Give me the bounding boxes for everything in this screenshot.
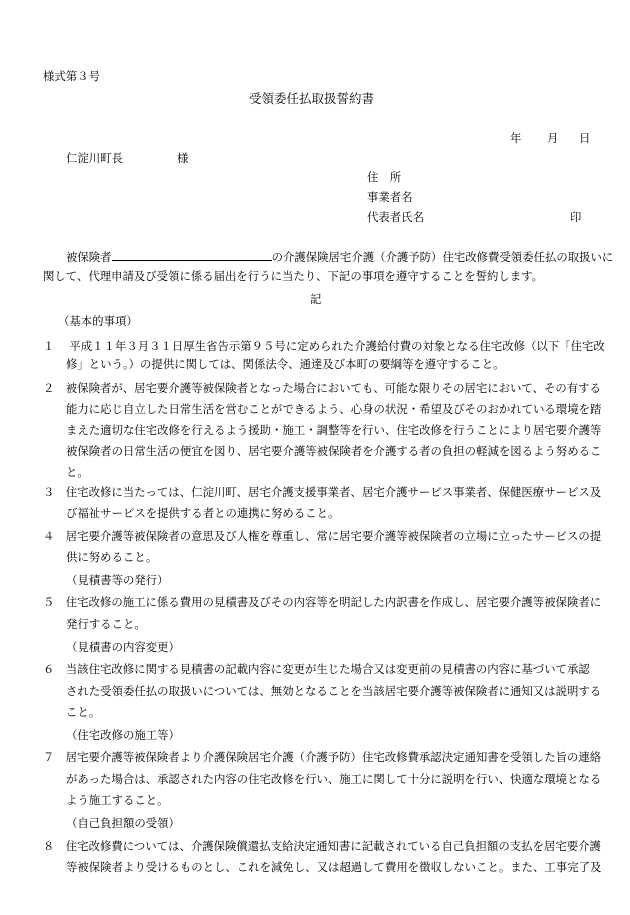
body-line: 等被保険者より受けるものとし、これを減免し、又は超過して費用を徴収しないこと。また、工事完了及: [66, 860, 602, 874]
intro-suffix: の介護保険居宅介護（介護予防）住宅改修費受領委任払の取扱いに: [271, 250, 614, 264]
body-line: ４ 居宅要介護等被保険者の意思及び人権を尊重し、常に居宅要介護等被保険者の立場に立ったサービスの提: [43, 529, 602, 543]
body-line: まえた適切な住宅改修を行えるよう援助・施工・調整等を行い、住宅改修を行うことにより居宅要介護等: [66, 423, 602, 437]
body-line: ７ 居宅要介護等被保険者より介護保険居宅介護（介護予防）住宅改修費承認決定通知書を受領した旨の連絡: [43, 750, 602, 764]
body-line: 修」という。）の提供に関しては、関係法令、通達及び本町の要綱等を遵守すること。: [66, 357, 505, 371]
body-line: と。: [66, 465, 89, 479]
body-line: ２ 被保険者が、居宅要介護等被保険者となった場合においても、可能な限りその居宅において、その有する: [43, 381, 601, 395]
section-heading: （住宅改修の施工等）: [66, 728, 180, 742]
section-heading: （基本的事項）: [58, 314, 138, 328]
honorific: 様: [177, 151, 189, 165]
body-line: された受領委任払の取扱いについては、無効となることを当該居宅要介護等被保険者に通知又は説明する: [66, 684, 602, 698]
section-heading: （見積書の内容変更）: [66, 640, 180, 654]
date-year-label: 年: [510, 131, 522, 145]
addressee: 仁淀川町長: [66, 151, 123, 165]
body-line: こと。: [66, 705, 101, 719]
body-line: ６ 当該住宅改修に関する見積書の記載内容に変更が生じた場合又は変更前の見積書の内容に基づいて承認: [43, 662, 590, 676]
body-line: よう施工すること。: [66, 793, 169, 807]
body-line: ３ 住宅改修に当たっては、仁淀川町、居宅介護支援事業者、居宅介護サービス事業者、保健医療サービス及: [43, 485, 602, 499]
intro-prefix: 被保険者: [66, 250, 112, 264]
section-heading: （見積書等の発行）: [66, 573, 169, 587]
body-line: ５ 住宅改修の施工に係る費用の見積書及びその内容等を明記した内訳書を作成し、居宅要介護等被保険者に: [43, 595, 602, 609]
intro-line-2: 関して、代理申請及び受領に係る届出を行うに当たり、下記の事項を遵守することを誓約します。: [43, 269, 544, 283]
body-line: があった場合は、承認された内容の住宅改修を行い、施工に関して十分に説明を行い、快適な環境となる: [66, 772, 602, 786]
address-label: 住 所: [367, 170, 402, 184]
business-name-label: 事業者名: [367, 190, 413, 204]
body-line: 能力に応じ自立した日常生活を営むことができるよう、心身の状況・希望及びそのおかれている環境を踏: [66, 402, 602, 416]
form-number: 様式第３号: [43, 69, 100, 83]
document-title: 受領委任払取扱誓約書: [249, 91, 375, 106]
body-line: ８ 住宅改修費については、介護保険償還払支給決定通知書に記載されている自己負担額の支払を居宅要介護: [43, 839, 601, 853]
seal-mark: 印: [570, 210, 582, 224]
body-line: び福祉サービスを提供する者との連携に努めること。: [66, 506, 340, 520]
date-month-label: 月: [547, 131, 559, 145]
ki-heading: 記: [310, 292, 322, 306]
representative-label: 代表者氏名: [367, 210, 424, 224]
body-line: 被保険者の日常生活の便宜を図り、居宅要介護等被保険者を介護する者の負担の軽減を図るよう努めるこ: [66, 444, 602, 458]
body-line: 供に努めること。: [66, 550, 158, 564]
body-line: １ 平成１１年３月３１日厚生省告示第９５号に定められた介護給付費の対象となる住宅改修（以下「住宅改: [43, 339, 605, 353]
date-day-label: 日: [579, 131, 591, 145]
body-line: 発行すること。: [66, 617, 146, 631]
section-heading: （自己負担額の受領）: [66, 816, 180, 830]
